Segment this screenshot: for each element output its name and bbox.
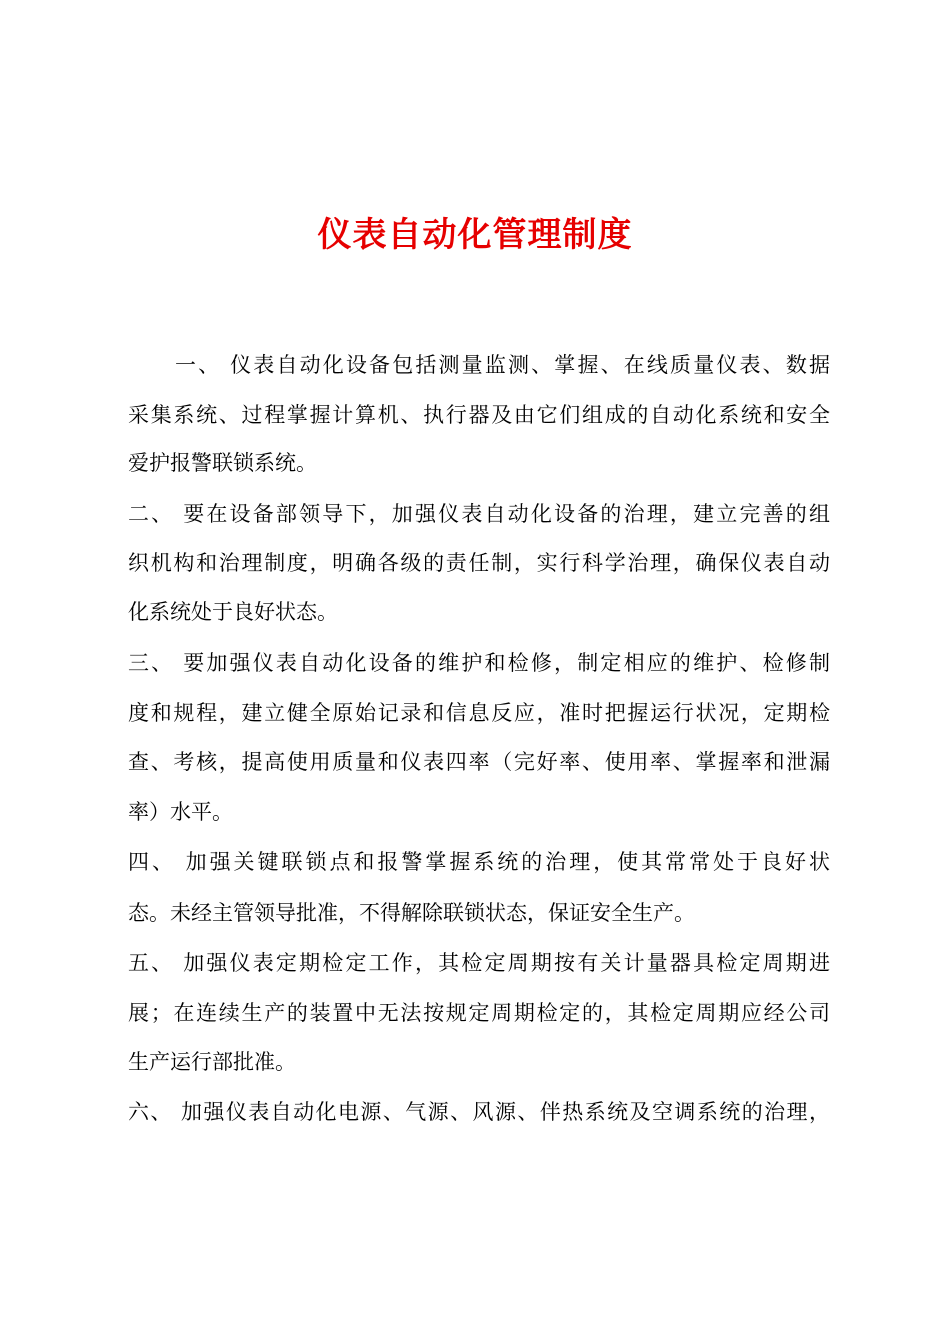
document-title: 仪表自动化管理制度: [317, 215, 633, 255]
text-line-10: 率）水平。: [128, 800, 233, 824]
text-line-15: 生产运行部批准。: [128, 1050, 296, 1074]
text-line-2: 采集系统、过程掌握计算机、执行器及由它们组成的自动化系统和安全: [128, 403, 830, 427]
text-line-14: 展；在连续生产的装置中无法按规定周期检定的，其检定周期应经公司: [128, 1001, 830, 1025]
text-line-7: 三、 要加强仪表自动化设备的维护和检修，制定相应的维护、检修制: [128, 651, 830, 675]
text-line-13: 五、 加强仪表定期检定工作，其检定周期按有关计量器具检定周期进: [128, 951, 830, 975]
text-line-9: 查、考核，提高使用质量和仪表四率（完好率、使用率、掌握率和泄漏: [128, 750, 830, 774]
text-line-1: 一、 仪表自动化设备包括测量监测、掌握、在线质量仪表、数据: [175, 353, 830, 377]
text-line-3: 爱护报警联锁系统。: [128, 451, 317, 475]
text-line-11: 四、 加强关键联锁点和报警掌握系统的治理，使其常常处于良好状: [128, 850, 830, 874]
text-line-4: 二、 要在设备部领导下，加强仪表自动化设备的治理，建立完善的组: [128, 502, 830, 526]
text-line-8: 度和规程，建立健全原始记录和信息反应，准时把握运行状况，定期检: [128, 701, 830, 725]
text-line-12: 态。未经主管领导批准，不得解除联锁状态，保证安全生产。: [128, 901, 695, 925]
text-line-6: 化系统处于良好状态。: [128, 600, 338, 624]
text-line-5: 织机构和治理制度，明确各级的责任制，实行科学治理，确保仪表自动: [128, 551, 830, 575]
text-line-16: 六、 加强仪表自动化电源、气源、风源、伴热系统及空调系统的治理，: [128, 1100, 830, 1124]
